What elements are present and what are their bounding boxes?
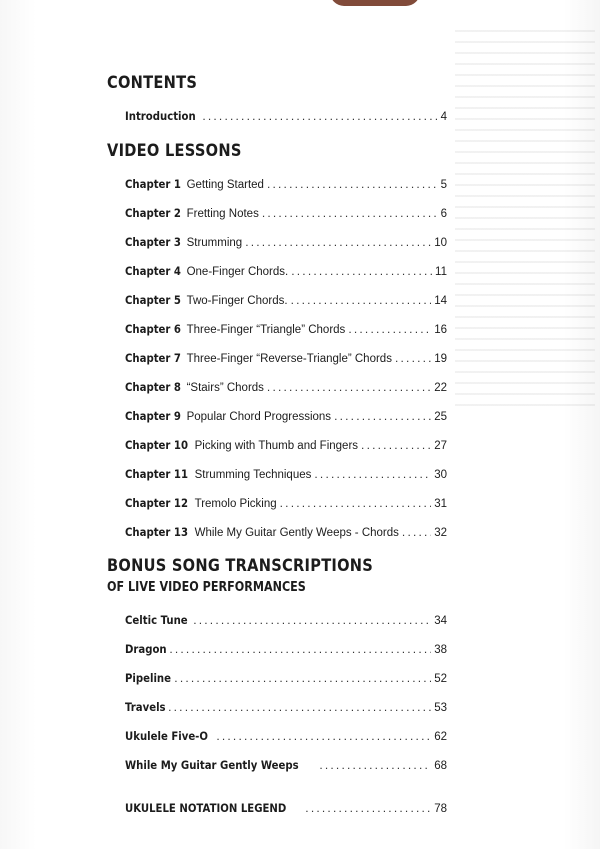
entry-label: Ukulele Five-O xyxy=(125,729,208,743)
entry-label: Chapter 2 xyxy=(125,206,181,220)
page-number: 16 xyxy=(434,324,447,336)
entry-label: While My Guitar Gently Weeps xyxy=(125,758,299,772)
page-number: 10 xyxy=(434,237,447,249)
entry-title: Strumming xyxy=(186,237,243,249)
entry-label: Pipeline xyxy=(125,671,172,685)
entry-title: Strumming Techniques xyxy=(194,469,312,481)
dot-leader xyxy=(202,107,437,125)
dot-leader xyxy=(395,349,431,367)
page-number: 62 xyxy=(434,731,447,743)
entry-title: Fretting Notes xyxy=(186,208,259,220)
page-number: 30 xyxy=(434,469,447,481)
toc-entry-chapter[interactable] xyxy=(125,262,447,280)
dot-leader xyxy=(348,320,431,338)
bleed-through-text xyxy=(455,30,595,410)
page-number: 78 xyxy=(434,803,447,815)
dot-leader xyxy=(291,262,432,280)
toc-entry-song[interactable] xyxy=(125,727,447,745)
page-number: 34 xyxy=(434,615,447,627)
dot-leader xyxy=(267,175,438,193)
entry-title: Picking with Thumb and Fingers xyxy=(194,440,359,452)
entry-title: “Stairs” Chords xyxy=(186,382,264,394)
dot-leader xyxy=(361,436,431,454)
dot-leader xyxy=(267,378,431,396)
toc-entry-introduction[interactable] xyxy=(125,107,447,125)
page-number: 31 xyxy=(434,498,447,510)
toc-entry-chapter[interactable] xyxy=(125,204,447,222)
toc-entry-chapter[interactable] xyxy=(125,494,447,512)
entry-title: Getting Started xyxy=(186,179,264,191)
toc-entry-song[interactable] xyxy=(125,698,447,716)
toc-entry-chapter[interactable] xyxy=(125,233,447,251)
page-number: 25 xyxy=(434,411,447,423)
bonus-heading: BONUS SONG TRANSCRIPTIONS xyxy=(107,556,374,576)
dot-leader xyxy=(216,727,431,745)
page-number: 38 xyxy=(434,644,447,656)
toc-entry-song[interactable] xyxy=(125,611,447,629)
page-number: 68 xyxy=(434,760,447,772)
toc-entry-song[interactable] xyxy=(125,640,447,658)
toc-entry-chapter[interactable] xyxy=(125,436,447,454)
entry-label: Chapter 12 xyxy=(125,496,189,510)
dot-leader xyxy=(168,698,431,716)
entry-label: Chapter 7 xyxy=(125,351,181,365)
toc-entry-chapter[interactable] xyxy=(125,378,447,396)
video-lessons-heading: VIDEO LESSONS xyxy=(107,141,242,161)
dot-leader xyxy=(193,611,431,629)
page-number: 4 xyxy=(440,111,447,123)
entry-label: Chapter 3 xyxy=(125,235,181,249)
dot-leader xyxy=(402,523,431,541)
toc-entry-chapter[interactable] xyxy=(125,320,447,338)
entry-title: While My Guitar Gently Weeps - Chords xyxy=(194,527,399,539)
dot-leader xyxy=(262,204,438,222)
toc-entry-song[interactable] xyxy=(125,756,447,774)
entry-label: Chapter 8 xyxy=(125,380,181,394)
toc-entry-chapter[interactable] xyxy=(125,175,447,193)
entry-title: Two-Finger Chords. xyxy=(186,295,288,307)
bonus-subheading: OF LIVE VIDEO PERFORMANCES xyxy=(107,580,306,595)
entry-label: Chapter 1 xyxy=(125,177,181,191)
dot-leader xyxy=(174,669,431,687)
entry-label: Introduction xyxy=(125,109,196,123)
entry-title: Popular Chord Progressions xyxy=(186,411,332,423)
page-number: 5 xyxy=(440,179,447,191)
page-number: 27 xyxy=(434,440,447,452)
toc-entry-song[interactable] xyxy=(125,669,447,687)
toc-entry-chapter[interactable] xyxy=(125,407,447,425)
page-number: 32 xyxy=(434,527,447,539)
dot-leader xyxy=(280,494,432,512)
entry-label: Chapter 10 xyxy=(125,438,189,452)
entry-label: Travels xyxy=(125,700,166,714)
entry-label: UKULELE NOTATION LEGEND xyxy=(125,801,287,815)
page-number: 22 xyxy=(434,382,447,394)
entry-title: Three-Finger “Reverse-Triangle” Chords xyxy=(186,353,392,365)
page-number: 11 xyxy=(435,266,447,278)
contents-heading: CONTENTS xyxy=(107,73,198,93)
dot-leader xyxy=(334,407,431,425)
toc-entry-chapter[interactable] xyxy=(125,291,447,309)
page-number: 19 xyxy=(434,353,447,365)
page-number: 6 xyxy=(440,208,447,220)
dot-leader xyxy=(169,640,431,658)
entry-label: Chapter 6 xyxy=(125,322,181,336)
entry-label: Chapter 4 xyxy=(125,264,181,278)
entry-label: Chapter 5 xyxy=(125,293,181,307)
toc-entry-chapter[interactable] xyxy=(125,349,447,367)
entry-label: Chapter 13 xyxy=(125,525,189,539)
page-number: 52 xyxy=(434,673,447,685)
dot-leader xyxy=(314,465,431,483)
entry-title: Three-Finger “Triangle” Chords xyxy=(186,324,346,336)
dot-leader xyxy=(305,799,431,817)
toc-entry-chapter[interactable] xyxy=(125,465,447,483)
toc-entry-chapter[interactable] xyxy=(125,523,447,541)
entry-label: Chapter 11 xyxy=(125,467,189,481)
entry-title: One-Finger Chords. xyxy=(186,266,289,278)
dot-leader xyxy=(245,233,431,251)
entry-label: Celtic Tune xyxy=(125,613,188,627)
page-number: 53 xyxy=(434,702,447,714)
toc-entry-notation-legend[interactable] xyxy=(125,799,447,817)
top-edge-mark xyxy=(330,0,420,6)
page-number: 14 xyxy=(434,295,447,307)
dot-leader xyxy=(291,291,432,309)
entry-title: Tremolo Picking xyxy=(194,498,277,510)
entry-label: Dragon xyxy=(125,642,167,656)
entry-label: Chapter 9 xyxy=(125,409,181,423)
dot-leader xyxy=(319,756,431,774)
